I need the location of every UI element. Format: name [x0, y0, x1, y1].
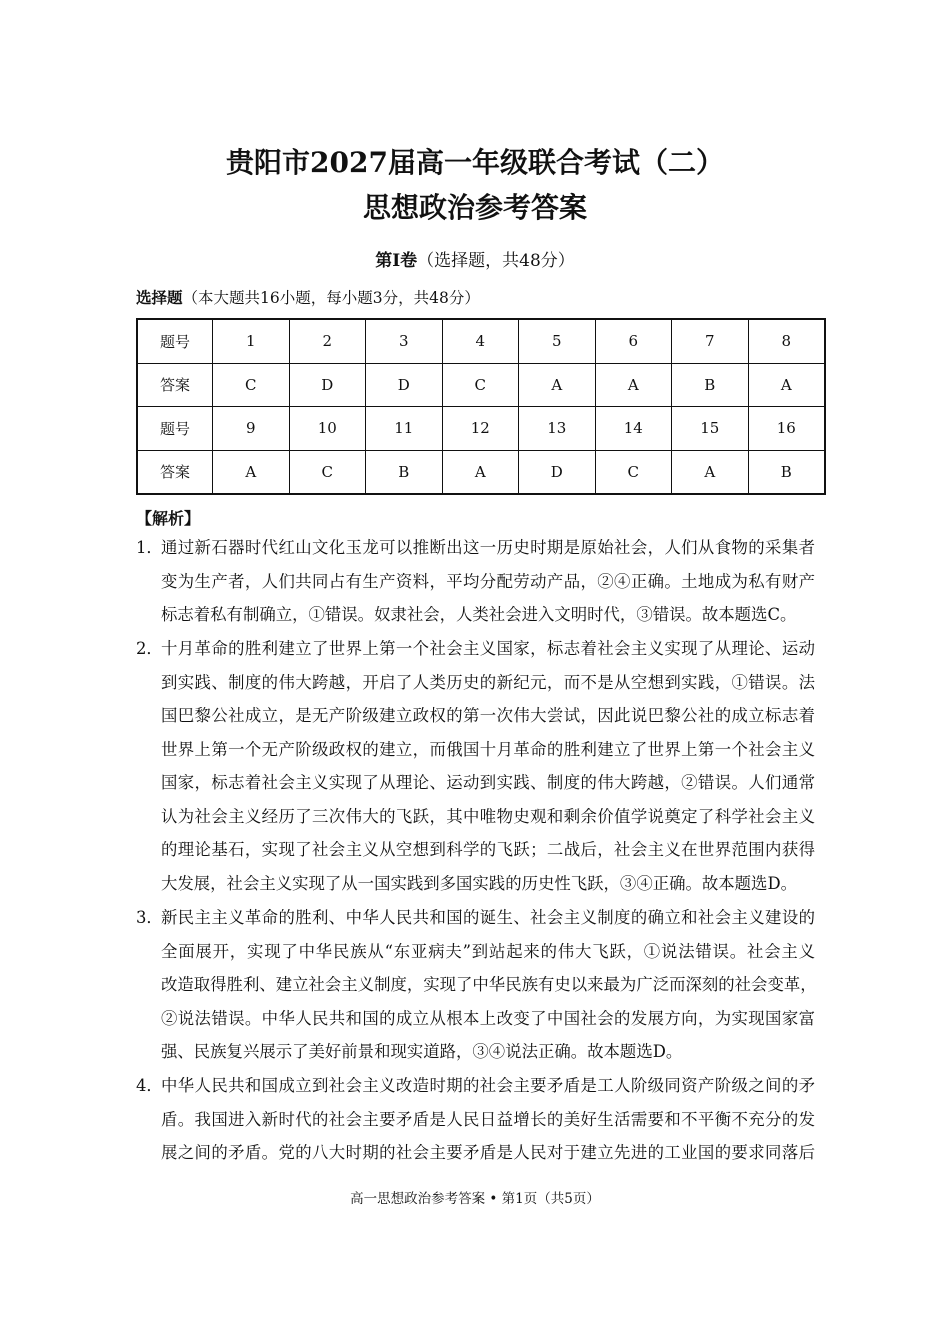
table-cell: C: [213, 363, 290, 407]
row-header-cell: 题号: [137, 407, 213, 451]
choice-label: [136, 286, 480, 308]
item-text-line: 的理论基石，实现了社会主义从空想到科学的飞跃；二战后，社会主义在世界范围内获得: [161, 840, 815, 859]
table-cell: B: [748, 450, 825, 494]
table-cell: C: [442, 363, 519, 407]
item-text-line: 大发展，社会主义实现了从一国实践到多国实践的历史性飞跃，③④正确。故本题选D。: [161, 873, 797, 893]
table-cell: A: [595, 363, 672, 407]
table-cell: 6: [595, 319, 672, 363]
table-cell: B: [672, 363, 749, 407]
item-text-line: 十月革命的胜利建立了世界上第一个社会主义国家，标志着社会主义实现了从理论、运动: [161, 639, 815, 658]
item-number: 2．: [136, 639, 163, 658]
table-row: [137, 319, 825, 363]
item-text-line: 改造取得胜利、建立社会主义制度，实现了中华民族有史以来最为广泛而深刻的社会变革，: [161, 975, 817, 994]
table-row: [137, 407, 825, 451]
item-text-line: 强、民族复兴展示了美好前景和现实道路，③④说法正确。故本题选D。: [161, 1042, 683, 1061]
table-cell: C: [289, 450, 366, 494]
table-cell: 11: [366, 407, 443, 451]
table-cell: A: [213, 450, 290, 494]
table-cell: B: [366, 450, 443, 494]
table-cell: C: [595, 450, 672, 494]
item-text-line: 展之间的矛盾。党的八大时期的社会主要矛盾是人民对于建立先进的工业国的要求同落后: [161, 1143, 815, 1162]
table-cell: A: [519, 363, 596, 407]
table-cell: 15: [672, 407, 749, 451]
row-header-cell: 答案: [137, 363, 213, 407]
section-rest: （选择题，共48分）: [417, 251, 575, 271]
table-cell: A: [442, 450, 519, 494]
table-cell: D: [366, 363, 443, 407]
choice-label-bold: 选择题: [136, 288, 183, 307]
table-cell: 3: [366, 319, 443, 363]
item-text-line: 国家，标志着社会主义实现了从理论、运动到实践、制度的伟大跨越，②错误。人们通常: [161, 773, 815, 792]
item-text-line: 到实践、制度的伟大跨越，开启了人类历史的新纪元，而不是从空想到实践，①错误。法: [161, 672, 815, 692]
page-footer: 高一思想政治参考答案 • 第1页（共5页）: [350, 1191, 600, 1207]
table-cell: A: [672, 450, 749, 494]
item-text-line: 国巴黎公社成立，是无产阶级建立政权的第一次伟大尝试，因此说巴黎公社的成立标志着: [161, 706, 815, 725]
exam-title: 贵阳市2027届高一年级联合考试（二）: [226, 146, 724, 179]
item-text-line: 全面展开，实现了中华民族从“东亚病夫”到站起来的伟大飞跃，①说法错误。社会主义: [161, 941, 815, 961]
item-number: 4．: [136, 1076, 163, 1095]
table-cell: 13: [519, 407, 596, 451]
table-cell: 5: [519, 319, 596, 363]
table-cell: 9: [213, 407, 290, 451]
item-text-line: ②说法错误。中华人民共和国的成立从根本上改变了中国社会的发展方向，为实现国家富: [161, 1008, 815, 1028]
table-cell: D: [519, 450, 596, 494]
item-text-line: 变为生产者，人们共同占有生产资料，平均分配劳动产品，②④正确。土地成为私有财产: [161, 571, 815, 591]
table-row: [137, 363, 825, 407]
item-text-line: 中华人民共和国成立到社会主义改造时期的社会主要矛盾是工人阶级同资产阶级之间的矛: [161, 1076, 815, 1095]
table-cell: 16: [748, 407, 825, 451]
item-text-line: 认为社会主义经历了三次伟大的飞跃，其中唯物史观和剩余价值学说奠定了科学社会主义: [161, 806, 815, 826]
table-row: [137, 450, 825, 494]
row-header-cell: 答案: [137, 450, 213, 494]
table-cell: 12: [442, 407, 519, 451]
answer-table: [136, 318, 826, 495]
analysis-item: [136, 1069, 815, 1170]
table-cell: 10: [289, 407, 366, 451]
table-cell: 1: [213, 319, 290, 363]
table-cell: 14: [595, 407, 672, 451]
item-text-line: 标志着私有制确立，①错误。奴隶社会，人类社会进入文明时代，③错误。故本题选C。: [161, 605, 797, 624]
analysis-heading: 【解析】: [136, 509, 201, 528]
analysis-item: [136, 901, 815, 1069]
table-cell: D: [289, 363, 366, 407]
choice-label-rest: （本大题共16小题，每小题3分，共48分）: [182, 289, 480, 307]
item-text-line: 新民主主义革命的胜利、中华人民共和国的诞生、社会主义制度的确立和社会主义建设的: [161, 908, 815, 927]
item-number: 3．: [136, 908, 163, 927]
item-text-line: 盾。我国进入新时代的社会主要矛盾是人民日益增长的美好生活需要和不平衡不充分的发: [161, 1109, 815, 1129]
answer-title: 思想政治参考答案: [362, 191, 587, 224]
table-cell: 2: [289, 319, 366, 363]
item-text-line: 通过新石器时代红山文化玉龙可以推断出这一历史时期是原始社会，人们从食物的采集者: [161, 538, 815, 557]
analysis-item: [136, 531, 815, 632]
section-bold: 第Ⅰ卷: [375, 251, 418, 271]
item-number: 1．: [136, 538, 163, 557]
row-header-cell: 题号: [137, 319, 213, 363]
item-text-line: 世界上第一个无产阶级政权的建立，而俄国十月革命的胜利建立了世界上第一个社会主义: [161, 739, 815, 759]
table-cell: 8: [748, 319, 825, 363]
table-cell: 7: [672, 319, 749, 363]
table-cell: 4: [442, 319, 519, 363]
table-cell: A: [748, 363, 825, 407]
analysis-item: [136, 632, 815, 900]
section-heading: [0, 246, 950, 271]
